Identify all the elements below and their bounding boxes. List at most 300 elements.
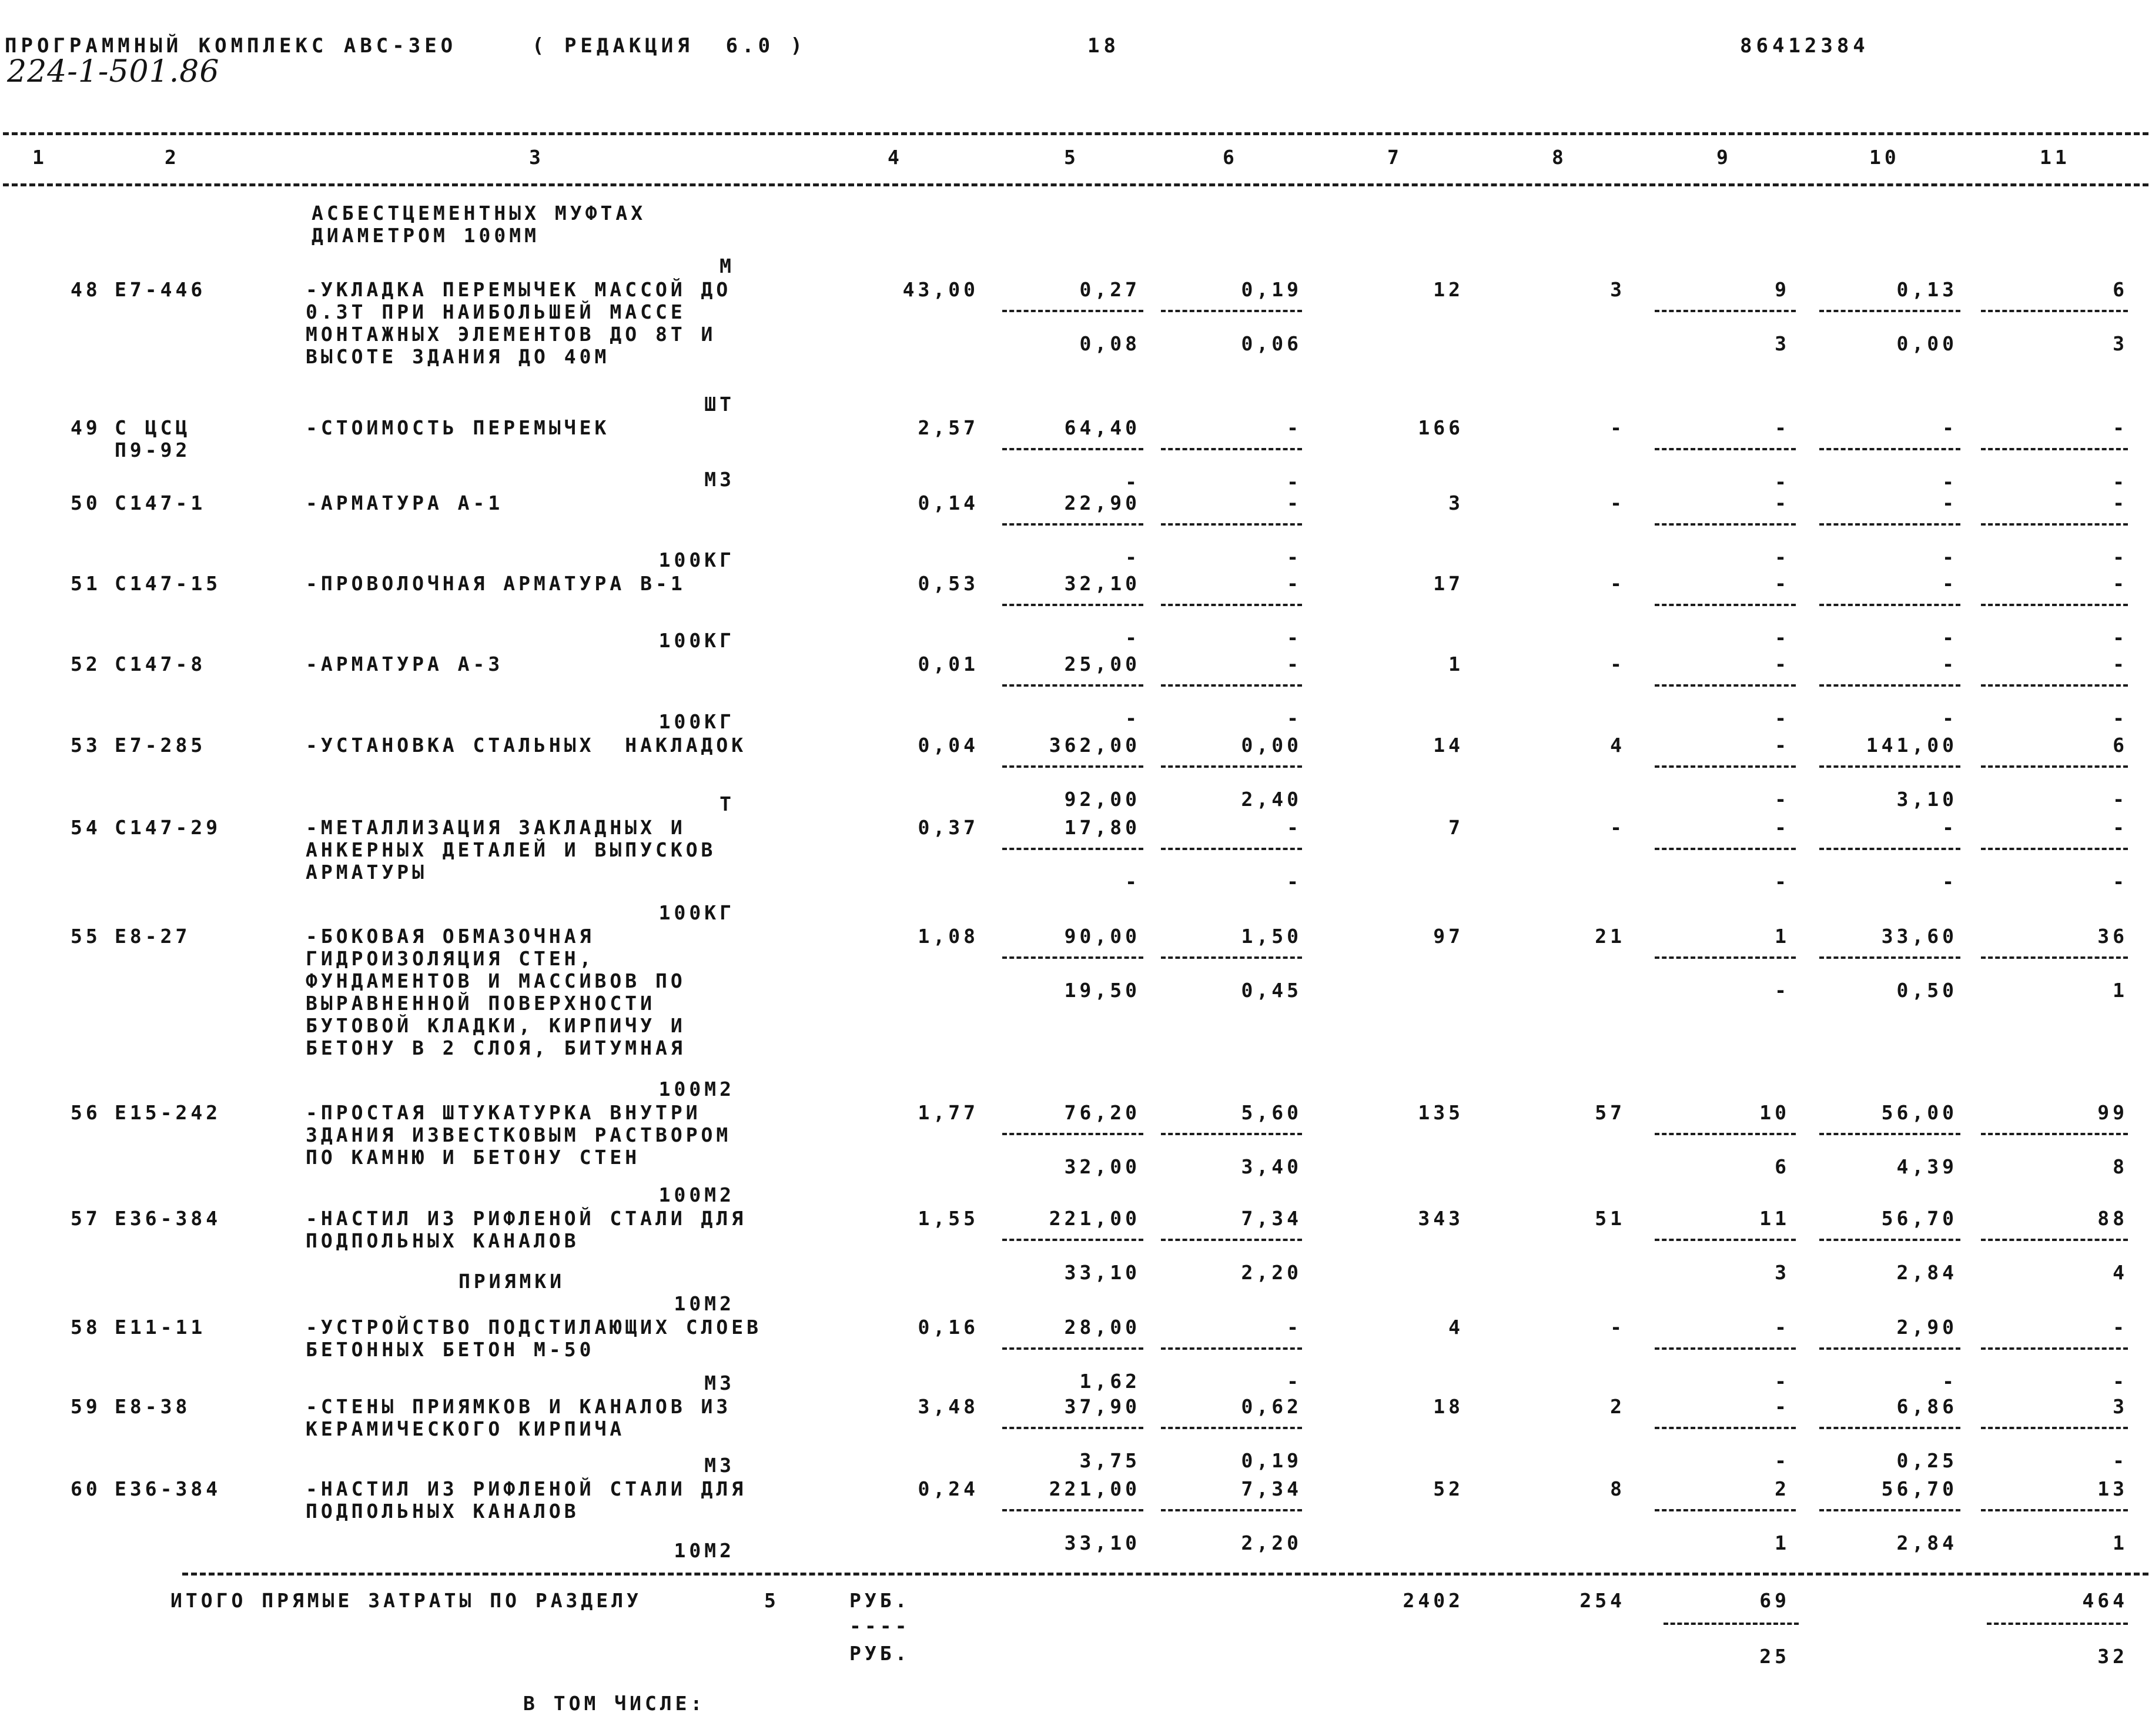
row-number: 49 (71, 416, 101, 439)
description-line: 0.3Т ПРИ НАИБОЛЬШЕЙ МАССЕ (306, 300, 686, 323)
unit-label: ШТ (704, 393, 735, 416)
quantity: 0,16 (918, 1316, 979, 1339)
row-number: 51 (71, 572, 101, 595)
labor-total-machinist: - (2113, 707, 2128, 730)
description-line: КЕРАМИЧЕСКОГО КИРПИЧА (306, 1417, 625, 1440)
totals-rule (182, 1573, 2148, 1576)
cost-separator (1161, 1347, 1302, 1350)
cost-unit-total: 28,00 (1064, 1316, 1140, 1339)
cost-separator (1002, 765, 1143, 768)
cost-separator (1655, 765, 1796, 768)
labor-cost-machinist: - (1942, 546, 1957, 568)
labor-cost-machinist: - (1942, 626, 1957, 649)
labor-cost: 0,13 (1896, 278, 1957, 301)
total-cost: 97 (1433, 925, 1464, 948)
labor-cost: - (1942, 416, 1957, 439)
description-line: ВЫСОТЕ ЗДАНИЯ ДО 40М (306, 345, 610, 368)
cost-separator (1002, 956, 1143, 959)
description-line: -АРМАТУРА А-1 (306, 491, 504, 514)
totals-dashes: ---- (849, 1614, 911, 1637)
unit-label: 100КГ (658, 548, 735, 571)
machine-unit-wage: 2,40 (1241, 788, 1302, 811)
row-code: Е11-11 (115, 1316, 206, 1339)
page-number: 18 (1087, 34, 1120, 58)
machine-unit-wage: 2,20 (1241, 1261, 1302, 1284)
quantity: 2,57 (918, 416, 979, 439)
machine-total: - (1775, 1395, 1790, 1418)
quantity: 0,04 (918, 734, 979, 757)
cost-separator (1002, 1239, 1143, 1241)
totals-currency-2: РУБ. (849, 1642, 911, 1665)
column-number: 10 (1869, 146, 1900, 169)
machine-unit-total: - (1287, 416, 1302, 439)
machine-unit-wage: - (1287, 870, 1302, 893)
row-code: Е15-242 (115, 1101, 222, 1124)
row-number: 55 (71, 925, 101, 948)
row-code: Е8-27 (115, 925, 191, 948)
total-cost: 166 (1418, 416, 1464, 439)
totals-machine-wage: 25 (1759, 1645, 1790, 1668)
totals-labor-machinist: 32 (2097, 1645, 2128, 1668)
wage-total: - (1610, 1316, 1625, 1339)
cost-separator (1655, 1347, 1796, 1350)
totals-separator (1664, 1623, 1799, 1625)
machine-total: - (1775, 734, 1790, 757)
wage-total: - (1610, 416, 1625, 439)
cost-separator (1655, 1509, 1796, 1511)
quantity: 0,37 (918, 816, 979, 839)
labor-cost-machinist: 2,84 (1896, 1261, 1957, 1284)
header-bottom-rule (3, 183, 2148, 186)
cost-unit-wage: 32,00 (1064, 1155, 1140, 1178)
labor-cost-machinist: - (1942, 1370, 1957, 1393)
labor-cost: - (1942, 653, 1957, 675)
machine-total: - (1775, 816, 1790, 839)
row-number: 50 (71, 491, 101, 514)
labor-total: 99 (2097, 1101, 2128, 1124)
labor-cost-machinist: - (1942, 707, 1957, 730)
quantity: 1,08 (918, 925, 979, 948)
total-cost: 18 (1433, 1395, 1464, 1418)
description-line: МОНТАЖНЫХ ЭЛЕМЕНТОВ ДО 8Т И (306, 323, 717, 346)
description-line: ПОДПОЛЬНЫХ КАНАЛОВ (306, 1229, 580, 1252)
wage-total: 4 (1610, 734, 1625, 757)
quantity: 43,00 (902, 278, 979, 301)
quantity: 1,55 (918, 1207, 979, 1230)
cost-separator (1819, 1239, 1960, 1241)
description-line: -БОКОВАЯ ОБМАЗОЧНАЯ (306, 925, 595, 948)
machine-wage-total: - (1775, 1449, 1790, 1472)
machine-wage-total: 3 (1775, 332, 1790, 355)
labor-total: 88 (2097, 1207, 2128, 1230)
description-line: -ПРОВОЛОЧНАЯ АРМАТУРА В-1 (306, 572, 686, 595)
labor-cost: 56,70 (1881, 1207, 1957, 1230)
labor-cost: 141,00 (1866, 734, 1957, 757)
description-line: ФУНДАМЕНТОВ И МАССИВОВ ПО (306, 969, 686, 992)
quantity: 1,77 (918, 1101, 979, 1124)
cost-separator (1981, 684, 2128, 687)
machine-unit-wage: 2,20 (1241, 1531, 1302, 1554)
cost-unit-total: 37,90 (1064, 1395, 1140, 1418)
labor-cost: 33,60 (1881, 925, 1957, 948)
machine-total: 10 (1759, 1101, 1790, 1124)
cost-separator (1981, 604, 2128, 606)
labor-total-machinist: 1 (2113, 979, 2128, 1002)
row-number: 53 (71, 734, 101, 757)
machine-unit-wage: - (1287, 626, 1302, 649)
cost-unit-total: 221,00 (1049, 1477, 1140, 1500)
wage-total: 21 (1595, 925, 1625, 948)
total-cost: 52 (1433, 1477, 1464, 1500)
machine-unit-wage: 3,40 (1241, 1155, 1302, 1178)
cost-separator (1819, 684, 1960, 687)
machine-wage-total: - (1775, 870, 1790, 893)
cost-separator (1161, 1133, 1302, 1135)
row-number: 59 (71, 1395, 101, 1418)
totals-machine: 69 (1759, 1589, 1790, 1612)
machine-total: 9 (1775, 278, 1790, 301)
unit-label: 100КГ (658, 629, 735, 652)
machine-wage-total: 3 (1775, 1261, 1790, 1284)
labor-total: 3 (2113, 1395, 2128, 1418)
document-code: 86412384 (1740, 34, 1869, 58)
description-line: -НАСТИЛ ИЗ РИФЛЕНОЙ СТАЛИ ДЛЯ (306, 1477, 747, 1500)
total-cost: 4 (1448, 1316, 1464, 1339)
cost-separator (1161, 684, 1302, 687)
cost-separator (1981, 1347, 2128, 1350)
cost-unit-total: 22,90 (1064, 491, 1140, 514)
cost-separator (1002, 1509, 1143, 1511)
row-code: Е7-285 (115, 734, 206, 757)
cost-separator (1981, 1509, 2128, 1511)
labor-total: - (2113, 491, 2128, 514)
machine-total: 2 (1775, 1477, 1790, 1500)
cost-separator (1161, 1509, 1302, 1511)
description-line: БУТОВОЙ КЛАДКИ, КИРПИЧУ И (306, 1014, 686, 1037)
cost-unit-wage: 33,10 (1064, 1261, 1140, 1284)
description-line: ГИДРОИЗОЛЯЦИЯ СТЕН, (306, 947, 595, 970)
labor-cost-machinist: 2,84 (1896, 1531, 1957, 1554)
labor-total-machinist: - (2113, 626, 2128, 649)
unit-label: 100КГ (658, 901, 735, 924)
unit-label: М3 (704, 1372, 735, 1394)
cost-separator (1819, 523, 1960, 526)
cost-separator (1002, 448, 1143, 450)
total-cost: 3 (1448, 491, 1464, 514)
cost-separator (1819, 310, 1960, 312)
cost-separator (1002, 523, 1143, 526)
machine-wage-total: - (1775, 788, 1790, 811)
cost-separator (1655, 310, 1796, 312)
cost-separator (1002, 1133, 1143, 1135)
total-cost: 17 (1433, 572, 1464, 595)
column-number: 5 (1064, 146, 1079, 169)
labor-total-machinist: - (2113, 788, 2128, 811)
machine-unit-wage: - (1287, 707, 1302, 730)
cost-unit-total: 25,00 (1064, 653, 1140, 675)
column-number: 8 (1552, 146, 1567, 169)
totals-wage: 254 (1579, 1589, 1625, 1612)
cost-separator (1981, 848, 2128, 850)
labor-cost-machinist: - (1942, 870, 1957, 893)
cost-separator (1161, 448, 1302, 450)
machine-wage-total: - (1775, 546, 1790, 568)
cost-unit-total: 0,27 (1079, 278, 1140, 301)
total-cost: 12 (1433, 278, 1464, 301)
description-line: БЕТОННЫХ БЕТОН М-50 (306, 1338, 595, 1361)
labor-total-machinist: 4 (2113, 1261, 2128, 1284)
column-number: 4 (888, 146, 903, 169)
machine-total: - (1775, 1316, 1790, 1339)
labor-cost: - (1942, 572, 1957, 595)
unit-label: 100КГ (658, 710, 735, 733)
description-line: ДИАМЕТРОМ 100ММ (312, 224, 540, 247)
machine-unit-total: 7,34 (1241, 1207, 1302, 1230)
cost-unit-total: 17,80 (1064, 816, 1140, 839)
labor-cost-machinist: 0,00 (1896, 332, 1957, 355)
cost-separator (1981, 1133, 2128, 1135)
handwritten-project-number: 224-1-501.86 (7, 54, 220, 89)
labor-total: 6 (2113, 734, 2128, 757)
cost-separator (1655, 523, 1796, 526)
cost-separator (1002, 1427, 1143, 1429)
description-line: АНКЕРНЫХ ДЕТАЛЕЙ И ВЫПУСКОВ (306, 838, 717, 861)
description-line: АРМАТУРЫ (306, 861, 427, 884)
cost-unit-wage: 92,00 (1064, 788, 1140, 811)
totals-labor: 464 (2082, 1589, 2128, 1612)
cost-separator (1655, 604, 1796, 606)
description-line: -МЕТАЛЛИЗАЦИЯ ЗАКЛАДНЫХ И (306, 816, 686, 839)
cost-separator (1655, 684, 1796, 687)
labor-total-machinist: - (2113, 1370, 2128, 1393)
column-number: 2 (165, 146, 180, 169)
machine-unit-total: - (1287, 1316, 1302, 1339)
machine-unit-total: 0,19 (1241, 278, 1302, 301)
labor-cost: 56,70 (1881, 1477, 1957, 1500)
machine-unit-total: 7,34 (1241, 1477, 1302, 1500)
row-code: Е8-38 (115, 1395, 191, 1418)
cost-separator (1981, 765, 2128, 768)
total-cost: 135 (1418, 1101, 1464, 1124)
description-line: ВЫРАВНЕННОЙ ПОВЕРХНОСТИ (306, 992, 655, 1015)
cost-unit-wage: - (1125, 626, 1140, 649)
including-label: В ТОМ ЧИСЛЕ: (523, 1692, 706, 1715)
labor-total-machinist: - (2113, 546, 2128, 568)
quantity: 0,24 (918, 1477, 979, 1500)
machine-wage-total: - (1775, 979, 1790, 1002)
row-code: Е36-384 (115, 1477, 222, 1500)
cost-separator (1161, 956, 1302, 959)
wage-total: 57 (1595, 1101, 1625, 1124)
cost-separator (1161, 1427, 1302, 1429)
machine-total: - (1775, 491, 1790, 514)
labor-cost-machinist: - (1942, 470, 1957, 493)
cost-separator (1981, 448, 2128, 450)
machine-wage-total: - (1775, 707, 1790, 730)
labor-total-machinist: - (2113, 1449, 2128, 1472)
machine-unit-total: 1,50 (1241, 925, 1302, 948)
row-code: С ЦСЦ (115, 416, 191, 439)
cost-unit-wage: 0,08 (1079, 332, 1140, 355)
labor-total-machinist: 8 (2113, 1155, 2128, 1178)
totals-currency: РУБ. (849, 1589, 911, 1612)
cost-unit-wage: 3,75 (1079, 1449, 1140, 1472)
labor-cost-machinist: 0,50 (1896, 979, 1957, 1002)
cost-separator (1161, 765, 1302, 768)
cost-unit-wage: - (1125, 470, 1140, 493)
labor-cost-machinist: 4,39 (1896, 1155, 1957, 1178)
cost-separator (1655, 448, 1796, 450)
cost-separator (1655, 1133, 1796, 1135)
cost-unit-total: 32,10 (1064, 572, 1140, 595)
unit-label: М3 (704, 468, 735, 491)
column-number: 11 (2040, 146, 2070, 169)
row-number: 54 (71, 816, 101, 839)
cost-separator (1819, 956, 1960, 959)
machine-total: - (1775, 572, 1790, 595)
wage-total: - (1610, 572, 1625, 595)
wage-total: 2 (1610, 1395, 1625, 1418)
labor-cost: - (1942, 816, 1957, 839)
machine-wage-total: 6 (1775, 1155, 1790, 1178)
cost-unit-total: 90,00 (1064, 925, 1140, 948)
wage-total: 51 (1595, 1207, 1625, 1230)
row-code: Е7-446 (115, 278, 206, 301)
cost-separator (1819, 1427, 1960, 1429)
cost-separator (1819, 848, 1960, 850)
unit-label: 100М2 (658, 1183, 735, 1206)
machine-unit-total: 0,00 (1241, 734, 1302, 757)
program-name: ПРОГРАММНЫЙ КОМПЛЕКС АВС-ЗЕО (5, 34, 457, 58)
cost-separator (1161, 523, 1302, 526)
column-number: 7 (1387, 146, 1403, 169)
cost-separator (1161, 1239, 1302, 1241)
machine-total: - (1775, 416, 1790, 439)
labor-total-machinist: - (2113, 870, 2128, 893)
machine-unit-total: - (1287, 491, 1302, 514)
cost-unit-wage: - (1125, 546, 1140, 568)
quantity: 3,48 (918, 1395, 979, 1418)
cost-separator (1655, 1239, 1796, 1241)
machine-unit-total: - (1287, 816, 1302, 839)
row-code: С147-29 (115, 816, 222, 839)
description-line: БЕТОНУ В 2 СЛОЯ, БИТУМНАЯ (306, 1036, 686, 1059)
totals-separator (1987, 1623, 2128, 1625)
total-cost: 1 (1448, 653, 1464, 675)
wage-total: - (1610, 491, 1625, 514)
labor-cost: 56,00 (1881, 1101, 1957, 1124)
description-line: -ПРОСТАЯ ШТУКАТУРКА ВНУТРИ (306, 1101, 701, 1124)
labor-total-machinist: 1 (2113, 1531, 2128, 1554)
cost-separator (1819, 765, 1960, 768)
row-code: С147-8 (115, 653, 206, 675)
machine-unit-wage: - (1287, 470, 1302, 493)
cost-separator (1655, 848, 1796, 850)
description-line: -УСТАНОВКА СТАЛЬНЫХ НАКЛАДОК (306, 734, 747, 757)
cost-separator (1819, 1133, 1960, 1135)
description-line: ЗДАНИЯ ИЗВЕСТКОВЫМ РАСТВОРОМ (306, 1123, 732, 1146)
cost-separator (1655, 956, 1796, 959)
total-cost: 343 (1418, 1207, 1464, 1230)
cost-unit-wage: - (1125, 707, 1140, 730)
machine-unit-wage: - (1287, 1370, 1302, 1393)
labor-cost: 2,90 (1896, 1316, 1957, 1339)
wage-total: 3 (1610, 278, 1625, 301)
cost-unit-total: 362,00 (1049, 734, 1140, 757)
wage-total: - (1610, 653, 1625, 675)
cost-separator (1002, 310, 1143, 312)
description-line: ПО КАМНЮ И БЕТОНУ СТЕН (306, 1146, 641, 1169)
wage-total: 8 (1610, 1477, 1625, 1500)
cost-separator (1655, 1427, 1796, 1429)
totals-label: ИТОГО ПРЯМЫЕ ЗАТРАТЫ ПО РАЗДЕЛУ (170, 1589, 642, 1612)
labor-cost: - (1942, 491, 1957, 514)
cost-separator (1981, 523, 2128, 526)
cost-separator (1981, 1427, 2128, 1429)
machine-unit-wage: - (1287, 546, 1302, 568)
description-line: -УКЛАДКА ПЕРЕМЫЧЕК МАССОЙ ДО (306, 278, 732, 301)
labor-total: - (2113, 653, 2128, 675)
cost-unit-total: 76,20 (1064, 1101, 1140, 1124)
machine-unit-wage: 0,06 (1241, 332, 1302, 355)
row-code: Е36-384 (115, 1207, 222, 1230)
machine-total: 1 (1775, 925, 1790, 948)
description-line: ПОДПОЛЬНЫХ КАНАЛОВ (306, 1500, 580, 1523)
labor-cost: 6,86 (1896, 1395, 1957, 1418)
cost-unit-wage: - (1125, 870, 1140, 893)
machine-total: - (1775, 653, 1790, 675)
cost-unit-wage: 33,10 (1064, 1531, 1140, 1554)
labor-total-machinist: - (2113, 470, 2128, 493)
cost-separator (1161, 604, 1302, 606)
unit-label: 10М2 (674, 1539, 735, 1562)
row-number: 57 (71, 1207, 101, 1230)
labor-total: - (2113, 572, 2128, 595)
row-number: 52 (71, 653, 101, 675)
cost-separator (1161, 310, 1302, 312)
cost-unit-total: 64,40 (1064, 416, 1140, 439)
unit-label: 10М2 (674, 1292, 735, 1315)
wage-total: - (1610, 816, 1625, 839)
column-number: 1 (32, 146, 48, 169)
machine-wage-total: - (1775, 470, 1790, 493)
cost-separator (1161, 848, 1302, 850)
unit-label: М3 (704, 1454, 735, 1477)
edition-label: ( РЕДАКЦИЯ 6.0 ) (532, 34, 806, 58)
cost-separator (1819, 1347, 1960, 1350)
machine-unit-total: 0,62 (1241, 1395, 1302, 1418)
cost-separator (1819, 604, 1960, 606)
row-number: 56 (71, 1101, 101, 1124)
row-number: 60 (71, 1477, 101, 1500)
cost-separator (1819, 1509, 1960, 1511)
total-cost: 14 (1433, 734, 1464, 757)
totals-cost: 2402 (1403, 1589, 1464, 1612)
labor-cost-machinist: 0,25 (1896, 1449, 1957, 1472)
cost-separator (1981, 310, 2128, 312)
totals-section: 5 (764, 1589, 779, 1612)
top-rule (3, 132, 2148, 135)
machine-wage-total: - (1775, 626, 1790, 649)
cost-separator (1002, 848, 1143, 850)
machine-unit-total: - (1287, 572, 1302, 595)
machine-unit-wage: 0,45 (1241, 979, 1302, 1002)
cost-unit-wage: 19,50 (1064, 979, 1140, 1002)
quantity: 0,53 (918, 572, 979, 595)
description-line: -СТОИМОСТЬ ПЕРЕМЫЧЕК (306, 416, 610, 439)
description-line: -АРМАТУРА А-3 (306, 653, 504, 675)
machine-unit-total: 5,60 (1241, 1101, 1302, 1124)
